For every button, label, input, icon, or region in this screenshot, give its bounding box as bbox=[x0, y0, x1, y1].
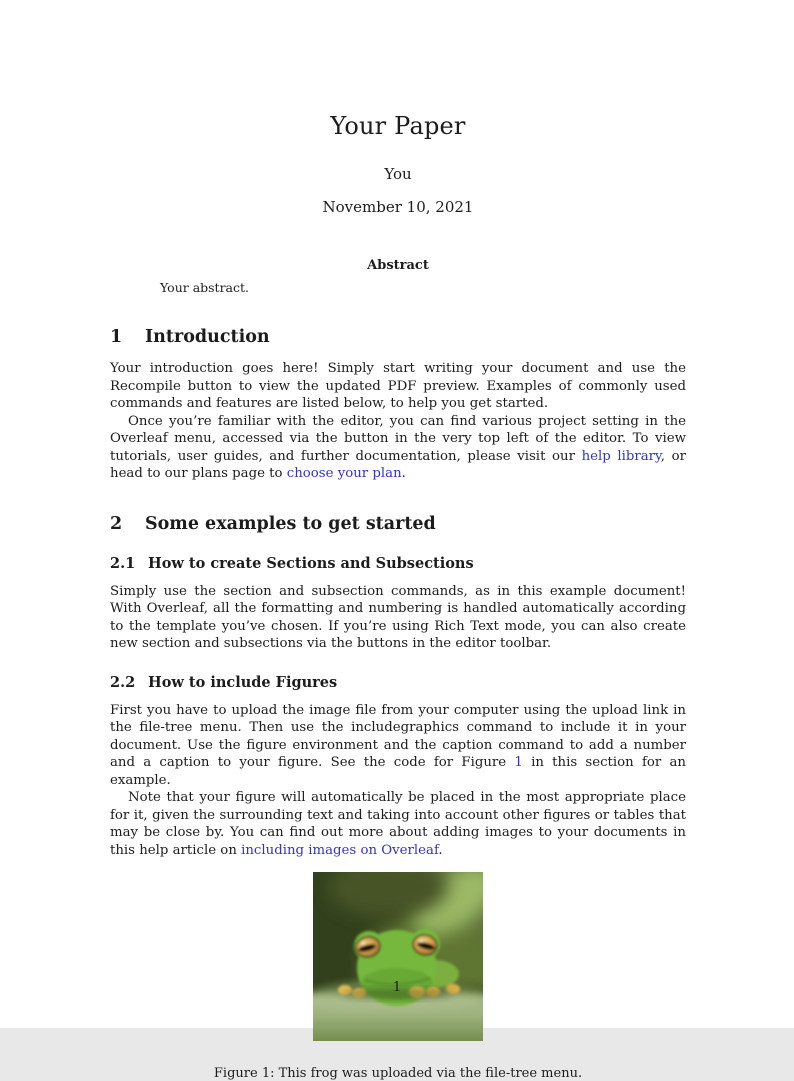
abstract-text: Your abstract. bbox=[160, 280, 250, 295]
page-number: 1 bbox=[392, 980, 402, 995]
figures-paragraph-1 bbox=[110, 702, 686, 790]
frog-eye-glint-left bbox=[361, 941, 364, 944]
section-1-heading bbox=[110, 327, 686, 347]
figures-paragraph-2 bbox=[110, 789, 686, 859]
intro-paragraph-1: Your introduction goes here! Simply start writing your document and use the Recompile button to view the updated PDF preview. Examples of commonly used commands and features are listed below, to help you get started. bbox=[110, 361, 686, 411]
paragraph-text: Note that your figure will automatically be placed in the most appropriate place for it, given the surrounding text and taking into account other figures or tables that may be close by. You can find out more about adding images to your documents in this help article on bbox=[110, 790, 686, 858]
paragraph-text: , or head to our plans page to bbox=[110, 448, 686, 481]
subsection-2-1-number: 2.1 bbox=[110, 554, 136, 572]
subsection-2-1-title: How to create Sections and Subsections bbox=[148, 554, 474, 572]
figure-1 bbox=[110, 872, 686, 1081]
section-2-title: Some examples to get started bbox=[145, 513, 436, 534]
subsection-2-2-heading bbox=[110, 674, 686, 691]
help-library-link[interactable]: help library bbox=[581, 448, 661, 464]
sections-paragraph: Simply use the section and subsection commands, as in this example document! With Overleaf, all the formatting and numbering is handled automatically according to the template you’ve chosen. If you’re using Rich Text mode, you can also create new section and subsections via the buttons in the editor toolbar. bbox=[110, 583, 686, 651]
section-2-heading bbox=[110, 514, 686, 534]
paragraph-text: Once you’re familiar with the editor, you can find various project setting in the Overleaf menu, accessed via the button in the very top left of the editor. To view tutorials, user guides, and further documentation, please visit our bbox=[110, 413, 686, 464]
intro-paragraph-2 bbox=[110, 413, 686, 483]
figure-1-reference-link[interactable]: 1 bbox=[514, 755, 523, 770]
section-2-number: 2 bbox=[110, 513, 123, 534]
paper-author: You bbox=[384, 165, 412, 183]
paragraph-text: . bbox=[438, 842, 443, 858]
frog-eye-glint-right bbox=[419, 939, 422, 942]
subsection-2-1-heading bbox=[110, 555, 686, 572]
section-1-title: Introduction bbox=[145, 327, 270, 347]
including-images-link[interactable]: including images on Overleaf bbox=[241, 842, 439, 858]
paper-title: Your Paper bbox=[330, 112, 466, 140]
paper-date: November 10, 2021 bbox=[322, 198, 474, 216]
paragraph-text: First you have to upload the image file from your computer using the upload link in the file-tree menu. Then use the includegraphics command to include it in your document. Use the figure environment and the caption command to add a number and a caption to your figure. See the code for Figure bbox=[110, 702, 686, 770]
choose-your-plan-link[interactable]: choose your plan bbox=[286, 466, 402, 481]
section-1-number: 1 bbox=[110, 327, 123, 347]
abstract-heading: Abstract bbox=[367, 258, 429, 273]
paragraph-text: in this section for an example. bbox=[110, 755, 686, 788]
paper-content bbox=[110, 0, 686, 1081]
background-blur-top bbox=[328, 857, 448, 917]
paragraph-text: . bbox=[401, 466, 406, 481]
frog-photo bbox=[313, 872, 483, 1041]
figure-caption: Figure 1: This frog was uploaded via the file-tree menu. bbox=[213, 1066, 583, 1081]
subsection-2-2-number: 2.2 bbox=[110, 673, 136, 691]
subsection-2-2-title: How to include Figures bbox=[148, 673, 338, 691]
